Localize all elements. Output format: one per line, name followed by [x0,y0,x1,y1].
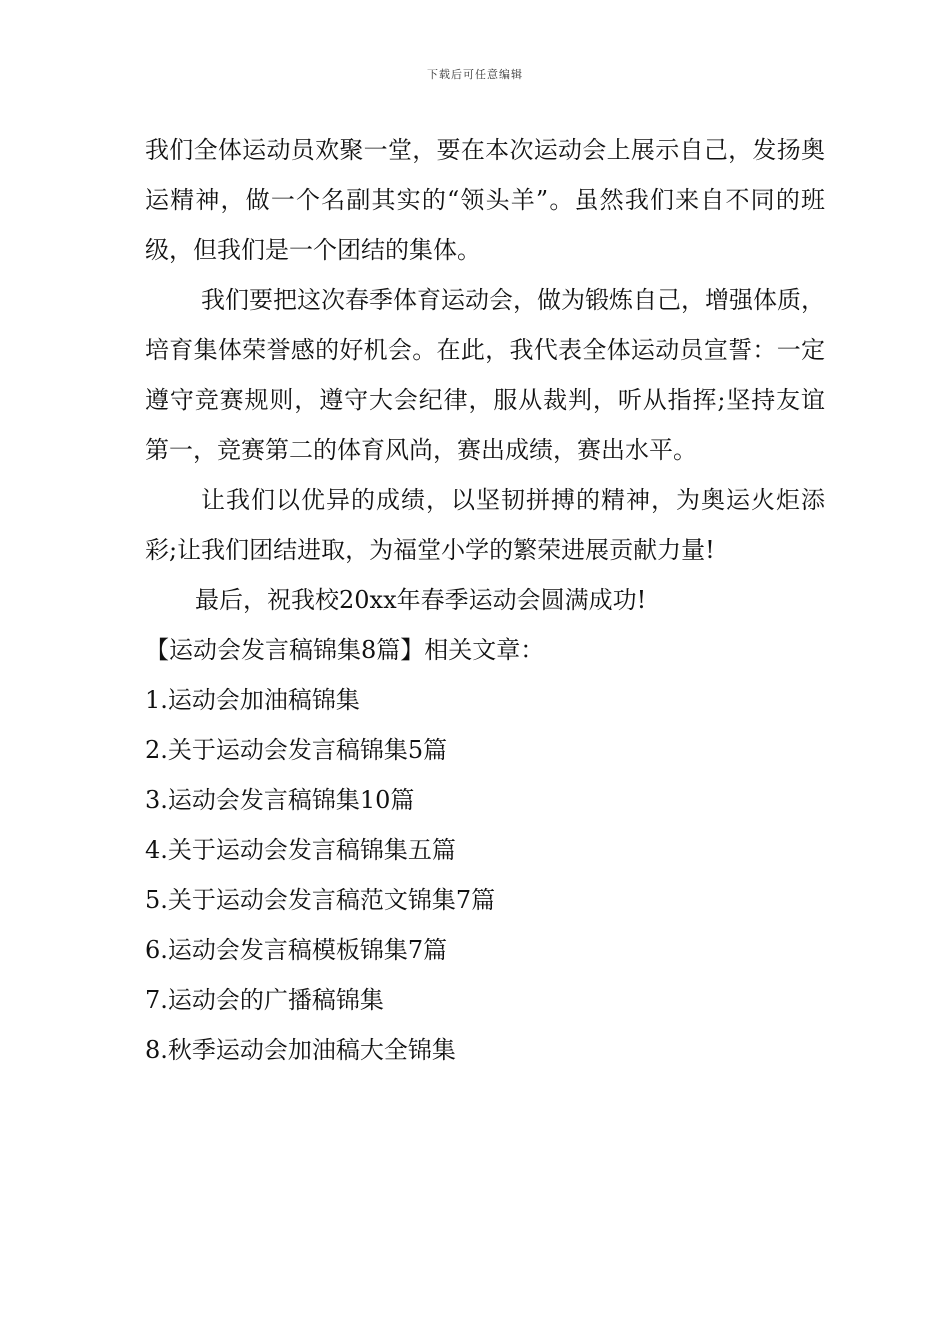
related-article-link[interactable]: 2.关于运动会发言稿锦集5篇 [145,736,448,764]
related-article-link[interactable]: 7.运动会的广播稿锦集 [145,986,384,1014]
related-article-link[interactable]: 4.关于运动会发言稿锦集五篇 [145,836,456,864]
related-article-link[interactable]: 1.运动会加油稿锦集 [145,686,360,714]
paragraph-3: 让我们以优异的成绩，以坚韧拼搏的精神，为奥运火炬添彩;让我们团结进取，为福堂小学的繁荣进展贡献力量! [145,486,825,564]
paragraph-4: 最后，祝我校20xx年春季运动会圆满成功! [195,586,647,614]
related-article-link[interactable]: 5.关于运动会发言稿范文锦集7篇 [145,886,496,914]
page-header: 下载后可任意编辑 [427,68,523,81]
related-article-link[interactable]: 6.运动会发言稿模板锦集7篇 [145,936,448,964]
paragraph-1: 我们全体运动员欢聚一堂，要在本次运动会上展示自己，发扬奥运精神，做一个名副其实的“领头羊”。虽然我们来自不同的班级，但我们是一个团结的集体。 [145,136,825,264]
related-articles-heading: 【运动会发言稿锦集8篇】相关文章： [145,636,545,664]
document-body [145,125,825,1075]
related-article-link[interactable]: 3.运动会发言稿锦集10篇 [145,786,415,814]
related-articles-list [145,675,825,1075]
paragraph-2: 我们要把这次春季体育运动会，做为锻炼自己，增强体质，培育集体荣誉感的好机会。在此，我代表全体运动员宣誓：一定遵守竞赛规则，遵守大会纪律，服从裁判，听从指挥;坚持友谊第一，竞赛第二的体育风尚，赛出成绩，赛出水平。 [145,286,825,464]
related-article-link[interactable]: 8.秋季运动会加油稿大全锦集 [145,1036,456,1064]
